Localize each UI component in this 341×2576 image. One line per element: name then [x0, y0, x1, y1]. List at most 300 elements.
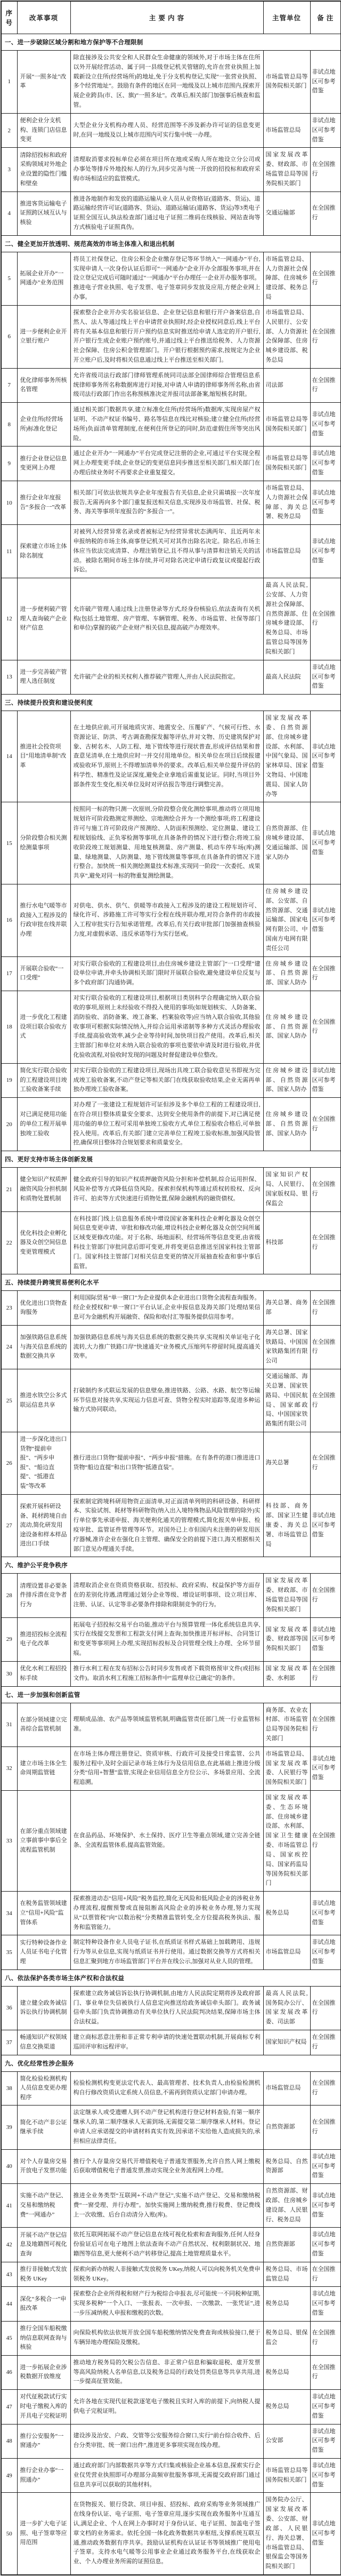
remark-cell: 在全国推行 — [310, 956, 341, 991]
main-content-cell: 清理取消要求投标单位必须在项目所在地或采购人所在地设立分公司或办事处等排斥外地投标人的行为,同步完善与统一开放的招投标和政府采购市场相适应的监管模式。 — [70, 148, 263, 192]
row-number-cell: 48 — [1, 2424, 17, 2458]
reform-item-cell: 简化实行联合验收的工程建设项目竣工验收备案手续 — [17, 1063, 70, 1097]
responsible-unit-cell: 国务院办公厅、国家发展改革委、公安部、财政部、人民银行、海关总署、市场监管总局、银保监会等国务院相关部门 — [263, 2493, 310, 2575]
responsible-unit-cell: 自然资源部 — [263, 2228, 310, 2262]
table-row — [1, 2321, 341, 2355]
responsible-unit-cell: 住房城乡建设部、自然资源部、国家人防办 — [263, 1063, 310, 1097]
row-number-cell: 26 — [1, 1432, 17, 1494]
reform-item-cell: 清除招投标和政府采购领域对外地企业设置的隐性门槛和壁垒 — [17, 148, 70, 192]
reform-item-cell: 推行非接触式发放税务 UKey — [17, 2262, 70, 2287]
remark-cell: 在全国推行 — [310, 2071, 341, 2106]
row-number-cell: 41 — [1, 2184, 17, 2228]
main-content-cell: 对实行联合验收的工程建设项目,根据项目类别科学合理确定纳入联合验收的事项,原则上未经验收不得投入使用的事项(如规划核实、人防备案、消防验收、消防备案、竣工备案、档案验收等)应当纳入联合验收,其他验收事项可根据实际情况纳入,并综合运用承诺制等多种方式灵活办理验收手续,提高验收效率,减少企业等待时间,加快项目投产使用。改革后,相关主管部门和单位对未纳入联合验收的事项也要依申请及时进行验收,并优化验收流程,对验收时发现的问题及时督促建设单位整改。 — [70, 991, 263, 1064]
section-header-row — [1, 1274, 341, 1291]
remark-cell: 在全国推行 — [310, 368, 341, 402]
row-number-cell: 47 — [1, 2390, 17, 2424]
remark-cell: 非试点地区可参考借鉴 — [310, 711, 341, 802]
table-row — [1, 51, 341, 114]
reform-item-cell: 推行水电气暖等市政接入工程涉及的行政审批在线并联办理 — [17, 884, 70, 956]
main-content-cell: 在市场主体办理注册登记、资质审核、行政许可及接受日常监管、公共服务过程中,及时全面记录市场主体行为及信用信息,在此基础上推进分级分类“信用+智慧”监管,实现企业信用信息全方位公示、多场景应用、全流程追溯。 — [70, 1746, 263, 1790]
main-content-cell: 建设涉及治安、户政、交管等公安服务综合窗口,实行“前台综合收件、后台分类审批、统一窗口出件”,推进更多事项实现在线办理。 — [70, 2424, 263, 2458]
row-number-cell: 19 — [1, 1063, 17, 1097]
section-title: 五、持续提升跨境贸易便利化水平 — [1, 1274, 341, 1291]
main-content-cell: 制定特种设备作业人员电子证书,在纸质证书样式基础上加载聘用、违规行为等从业信息,实现与纸质证书并行使用。通过数据交换等方式将相关信息汇聚到地方市场监管部门平台并在线公示,加强对从业人员的管理。 — [70, 1935, 263, 1969]
responsible-unit-cell: 公安部 — [263, 2424, 310, 2458]
table-row — [1, 1432, 341, 1494]
main-content-cell: 探索整合企业开办实名验证信息、企业登记信息和银行开户备案信息,自然人、法人等通过线上平台申请营业执照时,经企业授权同意后,线上平台将有关基本信息和银行开户预约信息实时推送给申请人选定的开户银行,开户银行生成企业账户预约账号,并通过线上平台推送给税务、人力资源社会保障、住房公积金管理部门。开户银行根据预约需求,按规定为企业开立账户后,及时将相关信息通过线上平台推送至相关部门。 — [70, 305, 263, 368]
section-title: 三、持续提升投资和建设便利度 — [1, 695, 341, 711]
remark-cell: 在全国推行 — [310, 1369, 341, 1432]
row-number-cell: 12 — [1, 578, 17, 660]
responsible-unit-cell: 税务总局 — [263, 2287, 310, 2321]
table-row — [1, 1168, 341, 1211]
table-row — [1, 148, 341, 192]
main-content-cell: 推进全业务类型“互联网+不动产登记”,实施不动产登记、交易和缴纳税费“一窗受理、并行办理”。加快实施网上缴纳税费,推行税费、登记费线上一次收缴、后台自动清分入账(库)。 — [70, 2184, 263, 2228]
remark-cell: 非试点地区可参考借鉴 — [310, 1935, 341, 1969]
row-number-cell: 29 — [1, 1617, 17, 1661]
reform-item-cell: 进一步便利企业开立银行账户 — [17, 305, 70, 368]
reform-item-cell: 简化检验检测机构人员信息变更办理程序 — [17, 2071, 70, 2106]
remark-cell: 在全国推行 — [310, 1432, 341, 1494]
remark-cell: 在全国推行 — [310, 1703, 341, 1746]
table-row — [1, 2030, 341, 2055]
table-row — [1, 1063, 341, 1097]
reform-items-table — [1, 1, 341, 2575]
reform-item-cell: 进一步完善破产管理人选任制度 — [17, 660, 70, 694]
table-row — [1, 2262, 341, 2287]
table-row — [1, 1892, 341, 1935]
row-number-cell: 35 — [1, 1935, 17, 1969]
reform-item-cell: 深化“多税合一”申报改革 — [17, 2287, 70, 2321]
main-content-cell: 在科技部门线上信息服务系统中增设国家备案科技企业孵化器及众创空间信息变更申请、审批和修改功能,增设科技企业孵化器及众创空间所属区域变更修改功能。对于名称、场地面积、经营场所等信息变更,由省级科技主管部门审批同意后即可变更,并将变更信息推送至国家科技主管部门。国家科技主管部门对相关信息变更的情况开展抽查检查和事中事后监管。 — [70, 1211, 263, 1274]
responsible-unit-cell: 国家知识产权局 — [263, 2030, 310, 2055]
remark-cell: 非试点地区可参考借鉴 — [310, 1617, 341, 1661]
main-content-cell: 探索推进动态“信用+风险”税务监控,简化无风险和低风险企业的涉税业务办理流程,提醒预警或直接阻断高风险企业的涉税业务办理,努力实现从“以票管税”向“以数治税”分类精准监管转变,全方位提高税务执法、服务和监管能力。 — [70, 1892, 263, 1935]
reform-item-cell: 拓展企业开办“一网通办”业务范围 — [17, 252, 70, 305]
main-content-cell: 通过政府部门内部数据共享等方式归集或核验企业基本信息,探索实行企业仅凭营业执照即可办理部分高频审批服务事项,无需提交政府部门通过信息共享可以获取的其他材料。 — [70, 2459, 263, 2493]
reform-item-cell: 对代征税款试行实时电子缴税入库的开具电子完税证明 — [17, 2390, 70, 2424]
reform-item-cell: 开展“一照多址”改革 — [17, 51, 70, 114]
remark-cell: 在全国推行 — [310, 1211, 341, 1274]
responsible-unit-cell: 自然资源部、财政部、住房城乡建设部、人民银行、税务总局 — [263, 2184, 310, 2228]
remark-cell: 在全国推行 — [310, 148, 341, 192]
table-row — [1, 1986, 341, 2030]
section-header-row — [1, 1969, 341, 1986]
responsible-unit-cell: 国家发展改革委、水利部 — [263, 1661, 310, 1686]
table-row — [1, 1369, 341, 1432]
table-row — [1, 2106, 341, 2149]
remark-cell: 非试点地区可参考借鉴 — [310, 884, 341, 956]
reform-item-cell: 分阶段整合相关测绘测量事项 — [17, 802, 70, 884]
remark-cell: 在全国推行 — [310, 578, 341, 660]
responsible-unit-cell: 市场监管总局、国家发展改革委、人民银行等国务院相关部门 — [263, 1746, 310, 1790]
main-content-cell: 通过相关部门数据共享,建立标准化住所(经营场所)数据库,实现房屋产权证明、不动产权证书编号、路名等信息在线比对核验;建立健全住所(经营场所)负面清单管理制度,在便利住所登记的同时,防范虚假住所等突出风险。 — [70, 403, 263, 446]
remark-cell: 非试点地区可参考借鉴 — [310, 113, 341, 147]
main-content-cell: 允许破产企业的相关权利人推荐破产管理人,并由人民法院指定。 — [70, 660, 263, 694]
section-title: 二、健全更加开放透明、规范高效的市场主体准入和退出机制 — [1, 235, 341, 252]
table-row — [1, 1098, 341, 1151]
row-number-cell: 30 — [1, 1661, 17, 1686]
responsible-unit-cell: 市场监管总局 — [263, 2071, 310, 2106]
section-title: 四、更好支持市场主体创新发展 — [1, 1151, 341, 1168]
remark-cell: 在全国推行 — [310, 1791, 341, 1892]
table-row — [1, 1661, 341, 1686]
remark-cell: 非试点地区可参考借鉴 — [310, 446, 341, 481]
remark-cell: 在全国推行 — [310, 305, 341, 368]
remark-cell: 非试点地区可参考借鉴 — [310, 2287, 341, 2321]
remark-cell: 非试点地区可参考借鉴 — [310, 1494, 341, 1557]
column-header-1: 改革事项 — [17, 1, 70, 34]
responsible-unit-cell: 商务部、农业农村部、市场监管总局等国务院相关部门 — [263, 1703, 310, 1746]
remark-cell: 在全国推行 — [310, 2030, 341, 2055]
main-content-cell: 在食品药品、环境保护、水土保持、医疗卫生等重点领域,建立完善全链条、全流程监管体系,提高监管效能。 — [70, 1791, 263, 1892]
remark-cell: 非试点地区可参考借鉴 — [310, 525, 341, 578]
table-row — [1, 192, 341, 235]
reform-item-cell: 健全知识产权质押融资风险分担机制和质物处置机制 — [17, 1168, 70, 1211]
remark-cell: 在全国推行 — [310, 2321, 341, 2355]
column-header-3: 主管单位 — [263, 1, 310, 34]
row-number-cell: 45 — [1, 2321, 17, 2355]
responsible-unit-cell: 住房城乡建设部、公安部、自然资源部、交通运输部、国家电网有限公司、中国南方电网有限责任公司 — [263, 884, 310, 956]
remark-cell: 非试点地区可参考借鉴 — [310, 51, 341, 114]
reform-item-cell: 进一步便利破产管理人查询破产企业财产信息 — [17, 578, 70, 660]
responsible-unit-cell: 市场监管总局 — [263, 113, 310, 147]
remark-cell: 在全国推行 — [310, 2262, 341, 2287]
row-number-cell: 27 — [1, 1494, 17, 1557]
row-number-cell: 46 — [1, 2355, 17, 2389]
main-content-cell: 建立商标恶意注册和非正常专利申请的快速处置联动机制,开展商标专利巡回评审和远程评审。 — [70, 2030, 263, 2055]
reform-item-cell: 加强铁路信息系统与海关信息系统的数据交换共享 — [17, 1325, 70, 1369]
reform-item-cell: 便利企业分支机构、连锁门店信息变更 — [17, 113, 70, 147]
row-number-cell: 7 — [1, 368, 17, 402]
reform-item-cell: 推进客货运输电子证照跨区域互认与核验 — [17, 192, 70, 235]
row-number-cell: 20 — [1, 1098, 17, 1151]
main-content-cell: 探索建立政务诚信诉讼执行协调机制,由地方人民法院定期将涉及政府部门、事业单位失信被执行人信息定向推送给政务诚信牵头部门。政务诚信牵头部门负责协调推动有关单位执行人民法院判决结果,保障市场主体合法权益。 — [70, 1986, 263, 2030]
main-content-cell: 探索制定跨境科研用物资正面清单,对正面清单列明的科研设备、科研样本、实验试剂、耗材等科研物资(纳入出入境特殊物品风险管理的除外)实行单位事先承诺申报、海关便利化通关的管理模式,简化报关单申报、检疫审批、监管证件管理等环节。对国外已上市但国内未注册的研发用医疗器械,准许企业在强化自主管理、确保安全的前提下进口,海关根据相关部门意见办理通关手续。 — [70, 1494, 263, 1557]
row-number-cell: 25 — [1, 1369, 17, 1432]
main-content-cell: 对实行联合验收的工程建设项目,现场出具竣工联合验收意见书即视为完成竣工验收备案,不动产登记等相关部门在线获取验收结果,企业无需再单独办理竣工验收备案。 — [70, 1063, 263, 1097]
remark-cell: 在全国推行 — [310, 1098, 341, 1151]
main-content-cell: 依托互联网拓展不动产登记信息在线可视化检索和查询服务,任何人经身份验证后可在电子地图上依法查询不动产自然状况、权利限制状况、地籍图等信息,更大便利不动产转移登记,提高土地管理质量水平。 — [70, 2228, 263, 2262]
responsible-unit-cell: 税务总局、自然资源部 — [263, 2149, 310, 2183]
main-content-cell: 拓展电子招投标交易平台功能,推动平台与预算管理一体化系统信息共享,实行在线提交发票和工程款支付网上查询;加快推进开标评标、合同签订和变更等事项网上办理,实现招标投标及合同管理全线上办理、全环节留痕。 — [70, 1617, 263, 1661]
reform-item-cell: 推进水铁空公多式联运信息共享 — [17, 1369, 70, 1432]
main-content-cell: 推行水利工程在发布招标公告时同步发售或者下载资格预审文件(或招标文件)。取消水利工程施工招标条件中“监理单位已确定”的条件。 — [70, 1661, 263, 1686]
responsible-unit-cell: 税务总局、银保监会 — [263, 2321, 310, 2355]
reform-item-cell: 探索建立市场主体除名制度 — [17, 525, 70, 578]
main-content-cell: 加强铁路信息系统与海关信息系统的数据交换共享,实现相关单证电子化流转,大力推广铁路口岸“快速通关”业务模式,压缩列车停留时间,提高通关效率。 — [70, 1325, 263, 1369]
responsible-unit-cell: 市场监管总局等国务院相关部门 — [263, 2459, 310, 2493]
remark-cell: 在全国推行 — [310, 1574, 341, 1617]
table-row — [1, 446, 341, 481]
row-number-cell: 43 — [1, 2262, 17, 2287]
row-number-cell: 14 — [1, 711, 17, 802]
reform-item-cell: 推进招投标全流程电子化改革 — [17, 1617, 70, 1661]
table-row — [1, 1746, 341, 1790]
reform-item-cell: 在税务监管领域建立“信用+风险”监管体系 — [17, 1892, 70, 1935]
reform-item-cell: 清理设置非必要条件排斥潜在竞争者行为 — [17, 1574, 70, 1617]
reform-item-cell: 推行全国车船税缴纳信息联网查询与核验 — [17, 2321, 70, 2355]
remark-cell: 非试点地区可参考借鉴 — [310, 2228, 341, 2262]
row-number-cell: 16 — [1, 884, 17, 956]
main-content-cell: 相关部门可依法依规共享企业年度报告有关信息,企业只需填报一次年度报告,无需再向多个部门重复报送相关信息,实现涉及市场监管、社保、税务、海关等事项年度报告的“多报合一”。 — [70, 481, 263, 524]
main-content-cell: 探索整合企业所得税和财产行为税综合申报表,尽可能统一不同税种征期,实现多税种“一个入口、一张报表、一次申报、一次缴款、一张凭证”,进一步压减纳税人申报和缴税的次数。 — [70, 2287, 263, 2321]
reform-item-cell: 推行企业登记信息变更网上办理 — [17, 446, 70, 481]
remark-cell: 非试点地区可参考借鉴 — [310, 802, 341, 884]
row-number-cell: 36 — [1, 1986, 17, 2030]
table-row — [1, 711, 341, 802]
responsible-unit-cell: 税务总局、市场监管总局 — [263, 2262, 310, 2287]
table-row — [1, 525, 341, 578]
responsible-unit-cell: 市场监管总局 — [263, 1935, 310, 1969]
table-row — [1, 2184, 341, 2228]
row-number-cell: 32 — [1, 1746, 17, 1790]
reform-item-cell: 优化水利工程招投标手续 — [17, 1661, 70, 1686]
row-number-cell: 50 — [1, 2493, 17, 2575]
responsible-unit-cell: 自然资源部、住房城乡建设部、交通运输部、国家人防办 — [263, 802, 310, 884]
reform-item-cell: 开展联合验收“一口受理” — [17, 956, 70, 991]
reform-item-cell: 在部分重点领域建立事前事中事后全流程监管机制 — [17, 1791, 70, 1892]
responsible-unit-cell: 国家发展改革委、财政部、市场监管总局等国务院相关部门 — [263, 1574, 310, 1617]
main-content-cell: 允许各地在实现代征税款逐笔电子缴税且实时入库的前提下,向纳税人提供电子完税证明。 — [70, 2390, 263, 2424]
remark-cell: 在全国推行 — [310, 1986, 341, 2030]
row-number-cell: 33 — [1, 1791, 17, 1892]
responsible-unit-cell: 市场监管总局、人力资源社会保障部、海关总署、税务总局 — [263, 481, 310, 524]
responsible-unit-cell: 交通运输部 — [263, 192, 310, 235]
row-number-cell: 15 — [1, 802, 17, 884]
table-row — [1, 305, 341, 368]
main-content-cell: 法定继承人或受遗赠人到不动产登记机构进行登记材料查验,有第一顺序继承人的,第二顺序继承人无需到场,无需提交第二顺序继承人材料。登记申请人应承诺提交的申请材料真实有效,因承诺不实给他人造成损失的,承担相应法律责任。 — [70, 2106, 263, 2149]
reform-item-cell: 推行企业年度报告“多报合一”改革 — [17, 481, 70, 524]
responsible-unit-cell: 市场监管总局、人力资源社会保障部、住房城乡建设部、税务总局 — [263, 252, 310, 305]
main-content-cell: 按照同一标的物只测一次原则,分阶段整合优化测绘事项,推动将立项用地规划许可阶段勘测定界测绘、宗地测绘合并为一个测绘事项;将工程建设许可与施工许可阶段房产预测绘、人防面积预测绘、定位测量、建设工程规划验线、正负零检测等事项,在具备条件的情况下进行整合;将竣工验收阶段竣工规划测量、用地复核测量、房产测量、机动车停车场(库)测量、绿地测量、人防测量、地下管线测量等事项,在具备条件的情况下进行整合。加快统一相关测绘测量技术标准,实现同一阶段“一次委托、成果共享”,避免对同一标的物重复测绘测量。 — [70, 802, 263, 884]
row-number-cell: 39 — [1, 2106, 17, 2149]
responsible-unit-cell: 司法部 — [263, 368, 310, 402]
row-number-cell: 6 — [1, 305, 17, 368]
reform-item-cell: 在部分领域建立完善综合监管机制 — [17, 1703, 70, 1746]
header-row — [1, 1, 341, 34]
reform-item-cell: 推行企业办事“一照通办” — [17, 2459, 70, 2493]
table-row — [1, 1791, 341, 1892]
main-content-cell: 向保险机构依法依规开放全国车船税缴纳情况免费查询或核验接口,便于车辆异地办理保险及缴税。 — [70, 2321, 263, 2355]
row-number-cell: 10 — [1, 481, 17, 524]
main-content-cell: 对被列入经营异常名录或者被标记为经营异常状态满两年、且近两年未申报纳税的市场主体,商事登记机关可对其作出除名决定。除名后,市场主体应当依法完成清算、办理注销登记,且不得从事与清算和注销无关的活动。被除名期间市场主体存续,并可对除名决定申请行政复议或提起行政诉讼。 — [70, 525, 263, 578]
table-row — [1, 1935, 341, 1969]
table-row — [1, 1574, 341, 1617]
row-number-cell: 2 — [1, 113, 17, 147]
responsible-unit-cell: 住房城乡建设部、自然资源部、国家人防办 — [263, 1098, 310, 1151]
responsible-unit-cell: 最高人民法院,公安部、人力资源社会保障部、自然资源部、住房城乡建设部、税务总局、市场监管总局等国务院相关部门 — [263, 578, 310, 660]
main-content-cell: 理顺成品油、农产品等领域监管机制,明确监管责任部门,统一行业监管标准。 — [70, 1703, 263, 1746]
main-content-cell: 推进各地制作和发放的道路运输从业人员从业资格证(道路客、货运)、道路运输经营许可证(道路客、货运)、道路运输证(道路客、货运)等3类电子证照全国互认,执法检查部门通过电子证照二维码在线核验、网站查询等方式核验电子证照真伪。 — [70, 192, 263, 235]
reform-item-cell: 实施不动产登记、交易和缴纳税费“一网通办” — [17, 2184, 70, 2228]
reform-item-cell: 进一步拓展企业涉税数据开放维度 — [17, 2355, 70, 2389]
reform-item-cell: 畅通知识产权领域信息交换渠道 — [17, 2030, 70, 2055]
main-content-cell: 推行进出口货物“提前申报”、“两步申报”措施。在有条件的港口推进进口货物“船边直提”和出口货物“抵港直装”。 — [70, 1432, 263, 1494]
responsible-unit-cell: 自然资源部 — [263, 2106, 310, 2149]
table-row — [1, 368, 341, 402]
row-number-cell: 34 — [1, 1892, 17, 1935]
responsible-unit-cell: 海关总署 — [263, 1432, 310, 1494]
main-content-cell: 允许省级司法行政部门律师管理系统同司法部全国律师综合管理信息系统律师事务所名称数据库进行对接,对申请人申请的律师事务所名称,由省级司法行政部门作出名称预核准决定并报司法部备案,缩短核名时限。 — [70, 368, 263, 402]
section-title: 七、进一步加强和创新监管 — [1, 1686, 341, 1703]
row-number-cell: 3 — [1, 148, 17, 192]
row-number-cell: 4 — [1, 192, 17, 235]
table-row — [1, 2149, 341, 2183]
row-number-cell: 13 — [1, 660, 17, 694]
table-row — [1, 113, 341, 147]
responsible-unit-cell: 国家发展改革委、自然资源部、住房城乡建设部、水利部、中国气象局、国家林草局、国家文物局、中国地震局、国家人防办等 — [263, 711, 310, 802]
table-row — [1, 1211, 341, 1274]
table-row — [1, 1494, 341, 1557]
responsible-unit-cell: 科技部、商务部、国家卫生健康委、海关总署、市场监管总局 — [263, 1494, 310, 1557]
row-number-cell: 21 — [1, 1168, 17, 1211]
table-row — [1, 884, 341, 956]
reform-item-cell: 对个人存量房交易开放电子发票功能 — [17, 2149, 70, 2183]
remark-cell: 非试点地区可参考借鉴 — [310, 1063, 341, 1097]
table-row — [1, 1617, 341, 1661]
reform-item-cell: 优化科技企业孵化器及众创空间信息变更管理模式 — [17, 1211, 70, 1274]
remark-cell: 非试点地区可参考借鉴 — [310, 660, 341, 694]
main-content-cell: 将员工社保登记、住房公积金企业缴存登记等环节纳入“一网通办”平台,实现申请人一次身份认证后即可“一网通办”企业开办全部服务事项,并在设立登记完成后可随时通过“一网通办”平台办理任一企业开办服务事项。推进电子营业执照、电子发票、电子签章同步发放及应用,方便企业网上办事。 — [70, 252, 263, 305]
main-content-cell: 推动地方税务局的欠税公告信息、非正常户信息和骗取退税、虚开发票等高风险纳税人名单信息,以及税务总局的行政处罚类信息等共享共用,进一步提高征管效能。 — [70, 2355, 263, 2389]
row-number-cell: 9 — [1, 446, 17, 481]
remark-cell: 在全国推行 — [310, 991, 341, 1064]
row-number-cell: 44 — [1, 2287, 17, 2321]
section-header-row — [1, 1151, 341, 1168]
table-row — [1, 252, 341, 305]
remark-cell: 非试点地区可参考借鉴 — [310, 481, 341, 524]
responsible-unit-cell: 国家发展改革委、财政部、市场监管总局等国务院相关部门 — [263, 148, 310, 192]
reform-item-cell: 进一步深化进出口货物“提前申报”、“两步申报”、“船边直提”、“抵港直装”等改革 — [17, 1432, 70, 1494]
main-content-cell: 允许破产管理人通过线上注册登录等方式,经身份核验后,依法查询有关机构(包括土地管理、房产管理、车辆管理、税务、市场监管、社保等部门和单位)掌握的破产企业财产相关信息,提高破产办理效率。 — [70, 578, 263, 660]
row-number-cell: 5 — [1, 252, 17, 305]
main-content-cell: 在货物报关、银行贷款、项目申报、招投标、政府采购等业务领域推广在线身份认证、电子证照、电子签章应用,逐步实现在政务服务中互通互认,满足企业、个人在网上办事时对于身份认证、电子证照、加盖电子签章文档的业务需求。依托全国一体化政务数据共享枢纽,支撑系统互联互通,推动政务数据有序共享。鼓励认证机构在认证证书等领域推广使用电子签章。支持水电气暖等公用事业企业通过政务服务平台,在线获取企业、个人办理业务所需的证照信息。 — [70, 2493, 263, 2575]
section-title: 六、维护公平竞争秩序 — [1, 1557, 341, 1574]
main-content-cell: 利用国际贸易“单一窗口”为企业提供本企业进出口货物全流程查询服务。经企业授权和“单一窗口”平台认证,企业申报信息及海关部门处理结果信息可为金融机构开展融资、保险和收付汇等服务提供信用参考。 — [70, 1291, 263, 1325]
row-number-cell: 22 — [1, 1211, 17, 1274]
reform-item-cell: 实行特种设备作业人员证书电子化管理 — [17, 1935, 70, 1969]
table-row — [1, 2459, 341, 2493]
section-header-row — [1, 1686, 341, 1703]
remark-cell: 非试点地区可参考借鉴 — [310, 2493, 341, 2575]
reform-item-cell: 推行公安服务“一窗通办” — [17, 2424, 70, 2458]
reform-item-cell: 推进社会投资项目“用地清单制”改革 — [17, 711, 70, 802]
row-number-cell: 17 — [1, 956, 17, 991]
main-content-cell: 除直接涉及公共安全和人民群众生命健康的领域外,对于市场主体在住所以外开展经营活动、属于同一县级登记机关管辖的,允许在营业执照上加载新设立住所(经营场所)的地址,免于分支机构登记,实现“一张营业执照、多个经营地址”。鼓励有条件的地区在同一地级及以上城市范围内,探索开展企业跨县(市、区、旗)“一照多址”。改革后,相关部门加强事后核查和监管。 — [70, 51, 263, 114]
reform-item-cell: 优化律师事务所核名管理 — [17, 368, 70, 402]
main-content-cell: 通过企业开办“一网通办”平台完成登记注册的企业,可通过平台实现全程网上办理变更手续,企业登记的变更信息同步推送至相关部门,相关部门在办理后续业务时不再要求企业重复提交。 — [70, 446, 263, 481]
main-content-cell: 检验检测机构变更法定代表人、最高管理者、技术负责人,由检验检测机构自行修改资质认定系统人员信息,不需再到资质认定部门申请办理。 — [70, 2071, 263, 2106]
row-number-cell: 23 — [1, 1291, 17, 1325]
remark-cell: 在全国推行 — [310, 252, 341, 305]
table-row — [1, 956, 341, 991]
row-number-cell: 38 — [1, 2071, 17, 2106]
column-header-0: 序号 — [1, 1, 17, 34]
section-header-row — [1, 34, 341, 51]
table-row — [1, 1325, 341, 1369]
reform-item-cell: 开展不动产登记信息及地籍图可视化查询 — [17, 2228, 70, 2262]
responsible-unit-cell: 交通运输部、海关总署、国家铁路局、中国民航局、国家邮政局、中国国家铁路集团有限公司 — [263, 1369, 310, 1432]
section-header-row — [1, 2055, 341, 2071]
remark-cell: 非试点地区可参考借鉴 — [310, 2184, 341, 2228]
reform-item-cell: 优化进出口货物查询服务 — [17, 1291, 70, 1325]
main-content-cell: 清理取消企业在资质资格获取、招投标、政府采购、权益保护等方面存在的差别化待遇,清理通过划分企业等级、增设证明事项、设立项目库、注册、认证、认定等非必要条件排除和限制竞争的行为。 — [70, 1574, 263, 1617]
remark-cell: 在全国推行 — [310, 1661, 341, 1686]
table-row — [1, 2355, 341, 2389]
table-row — [1, 2424, 341, 2458]
remark-cell: 非试点地区可参考借鉴 — [310, 1746, 341, 1790]
responsible-unit-cell: 最高人民法院 — [263, 660, 310, 694]
responsible-unit-cell: 最高人民法院,国务院办公厅、国家发展改革委、司法部 — [263, 1986, 310, 2030]
row-number-cell: 49 — [1, 2459, 17, 2493]
section-title: 八、依法保护各类市场主体产权和合法权益 — [1, 1969, 341, 1986]
responsible-unit-cell: 国家发展改革委、财政部等国务院相关部门 — [263, 1617, 310, 1661]
responsible-unit-cell: 海关总署、国家铁路局、中国国家铁路集团有限公司 — [263, 1325, 310, 1369]
table-row — [1, 403, 341, 446]
responsible-unit-cell: 国家发展改革委、生态环境部、住房城乡建设部、水利部、国家卫生健康委、市场监管总局、国家疾控局、国家药监局等国务院相关部门 — [263, 1791, 310, 1892]
responsible-unit-cell: 市场监管总局等国务院相关部门 — [263, 403, 310, 446]
column-header-2: 主 要 内 容 — [70, 1, 263, 34]
reform-item-cell: 简化不动产非公证继承手续 — [17, 2106, 70, 2149]
table-row — [1, 802, 341, 884]
main-content-cell: 对办理了一张建设工程规划许可证但涉及多个单位工程的工程建设项目,在符合项目整体质量安全要求、达到安全使用条件的前提下,对已满足使用功能的单位工程可采用单独竣工验收方式,单位工程验收合格后,可单独投入使用。改革后,有关部门建立完善单位工程竣工验收标准,加强风险管控,确保项目整体符合规划要求和质量安全。 — [70, 1098, 263, 1151]
main-content-cell: 对实行联合验收的工程建设项目,由住房城乡建设主管部门“一口受理”建设单位申请,并牵头协调相关部门限时开展联合验收,避免建设单位反复与多个政府部门沟通协调。 — [70, 956, 263, 991]
table-row — [1, 578, 341, 660]
section-title: 一、进一步破除区域分割和地方保护等不合理限制 — [1, 34, 341, 51]
row-number-cell: 28 — [1, 1574, 17, 1617]
reform-item-cell: 建立市场主体全生命周期监管链 — [17, 1746, 70, 1790]
section-header-row — [1, 695, 341, 711]
main-content-cell: 大型企业分支机构办理人员、经营范围等不涉及新办许可证的信息变更时,在同一地级及以上城市范围内可实行集中统一办理。 — [70, 113, 263, 147]
remark-cell: 非试点地区可参考借鉴 — [310, 2424, 341, 2458]
responsible-unit-cell: 税务总局 — [263, 2390, 310, 2424]
table-body — [1, 34, 341, 2575]
table-row — [1, 1291, 341, 1325]
responsible-unit-cell: 市场监管总局、人民银行、公安部、人力资源社会保障部、住房城乡建设部、税务总局 — [263, 305, 310, 368]
responsible-unit-cell: 海关总署、商务部 — [263, 1291, 310, 1325]
remark-cell: 在全国推行 — [310, 2106, 341, 2149]
remark-cell: 非试点地区可参考借鉴 — [310, 2149, 341, 2183]
table-row — [1, 991, 341, 1064]
main-content-cell: 推行个人存量房交易代开增值税电子普通发票服务,允许自然人网上缴税后获取增值税电子普通发票,推动实现全业务流程网上办理。 — [70, 2149, 263, 2183]
row-number-cell: 1 — [1, 51, 17, 114]
section-header-row — [1, 1557, 341, 1574]
reform-item-cell: 进一步优化工程建设项目联合验收方式 — [17, 991, 70, 1064]
remark-cell: 在全国推行 — [310, 1291, 341, 1325]
main-content-cell: 在土地供应前,可开展地质灾害、地震安全、压覆矿产、气候可行性、水资源论证、防洪、考古调查勘探发掘等评估,并对文物、历史建筑保护对象、古树名木、人防工程、地下管线等进行现状普查,形成评估结果和普查意见清单,在土地供应时一并交付用地单位。相关单位在项目后续报建或验收环节,原则上不得增加清单外的要求。改革后,相关单位提升评估的科学性、精准性及论证深度,避免企业拿地后需重复论证。同时,当项目外部条件发生变化,相关单位及时对评估报告等进行调整完善。 — [70, 711, 263, 802]
table-row — [1, 2493, 341, 2575]
responsible-unit-cell: 市场监管总局 — [263, 525, 310, 578]
table-row — [1, 2071, 341, 2106]
table-row — [1, 481, 341, 524]
row-number-cell: 31 — [1, 1703, 17, 1746]
reform-item-cell: 进一步扩大电子证照、电子签章等应用范围 — [17, 2493, 70, 2575]
reform-item-cell: 探索开展科研设备、耗材跨境自由流动,简化研发用途设备和样本样品进出口手续 — [17, 1494, 70, 1557]
reform-item-cell: 建立健全政务诚信诉讼执行协调机制 — [17, 1986, 70, 2030]
table-row — [1, 2390, 341, 2424]
remark-cell: 在全国推行 — [310, 1325, 341, 1369]
reform-item-cell: 对已满足使用功能的单位工程开展单独竣工验收 — [17, 1098, 70, 1151]
section-title: 九、优化经常性涉企服务 — [1, 2055, 341, 2071]
responsible-unit-cell: 国家知识产权局、人民银行、国家版权局、银保监会 — [263, 1168, 310, 1211]
remark-cell: 在全国推行 — [310, 2355, 341, 2389]
main-content-cell: 打破制约多式联运发展的信息壁垒,推进铁路、公路、水路、航空等运输环节信息对接共享,实现运力信息可查、货物全程实时追踪等,促进多种运输方式协同联动。 — [70, 1369, 263, 1432]
column-header-4: 备 注 — [310, 1, 341, 34]
row-number-cell: 37 — [1, 2030, 17, 2055]
main-content-cell: 对供电、供水、供气、供暖等市政接入工程涉及的建设工程规划许可、绿化许可、涉路施工许可等实行全程在线并联办理,对符合条件的市政接入工程审批实行告知承诺管理。改革后,有关行政审批部门加强抽查核验力度,对虚假承诺、违反承诺等行为实行惩戒。 — [70, 884, 263, 956]
responsible-unit-cell: 科技部 — [263, 1211, 310, 1274]
